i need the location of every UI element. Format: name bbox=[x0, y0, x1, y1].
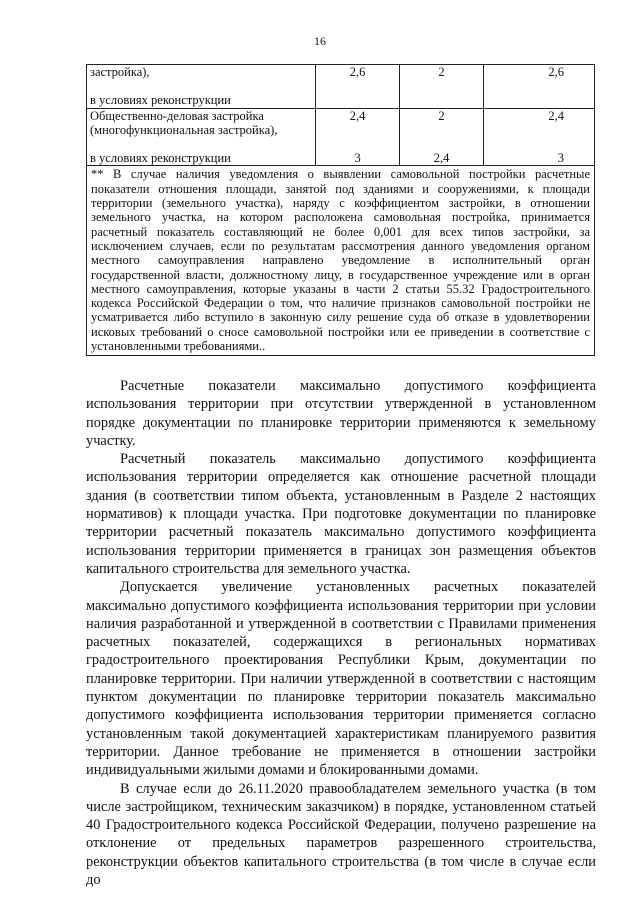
cell-spacer bbox=[487, 123, 564, 137]
table-cell-name bbox=[87, 65, 316, 109]
table-cell-value: 2,6 bbox=[484, 65, 595, 109]
table-cell-value bbox=[316, 108, 400, 166]
paragraph: В случае если до 26.11.2020 правообладателем земельного участка (в том числе застройщиком, техническим заказчиком) в порядке, установленном статьей 40 Градостроительного кодекса Российской Федерации, получено разрешение на отклонение от предельных параметров разрешенного строительства, реконструкции объектов капитального строительства (в том числе в случае если до bbox=[86, 780, 596, 889]
table-cell-value bbox=[400, 108, 484, 166]
cell-spacer bbox=[403, 123, 480, 137]
body-text bbox=[86, 377, 596, 889]
page-number: 16 bbox=[314, 34, 326, 48]
cell-top-value: 2,4 bbox=[349, 108, 366, 123]
table-cell-value: 2,6 bbox=[316, 65, 400, 109]
table-cell-value: 2 bbox=[400, 65, 484, 109]
cell-spacer bbox=[403, 137, 480, 151]
table-row bbox=[87, 108, 595, 166]
table-cell-value bbox=[484, 108, 595, 166]
table-footnote: ** В случае наличия уведомления о выявлении самовольной постройки расчетные показатели отношения площади, занятой под зданиями и сооружениями, к площади территории (земельного участка), наряду с коэффициентом застройки, в отношении земельного участка, на котором расположена самовольная постройка, принимается расчетный показатель составляющий не более 0,001 для всех типов застройки, за исключением случаев, если по результатам рассмотрения данного уведомления органом местного самоуправления направлено уведомление в исполнительный орган государственной власти, должностному лицу, в государственное учреждение или в орган местного самоуправления, которые указаны в части 2 статьи 55.32 Градостроительного кодекса Российской Федерации о том, что наличие признаков самовольной постройки не усматривается либо вступило в законную силу решение суда об отказе в удовлетворении исковых требований о сносе самовольной постройки или ее приведении в соответствие с установленными требованиями.. bbox=[87, 166, 595, 356]
table-cell-name bbox=[87, 108, 316, 166]
paragraph: Расчетные показатели максимально допустимого коэффициента использования территории при отсутствии утвержденной в установленном порядке документации по планировке территории применяются к земельному участку. bbox=[86, 378, 596, 449]
paragraph: Допускается увеличение установленных расчетных показателей максимально допустимого коэффициента использования территории при условии наличия разработанной и утвержденной в соответствии с Правилами применения расчетных показателей, содержащихся в региональных нормативах градостроительного проектирования Республики Крым, документации по планировке территории. При наличии утвержденной в соответствии с настоящим пунктом документации по планировке территории показатель максимально допустимого коэффициента использования территории применяется согласно установленным такой документацией характеристикам планируемого развития территории. Данное требование не применяется в отношении застройки индивидуальными жилыми домами и блокированными домами. bbox=[86, 579, 596, 779]
table-row bbox=[87, 65, 595, 109]
cell-line: в условиях реконструкции bbox=[90, 93, 231, 108]
cell-spacer bbox=[487, 137, 564, 151]
cell-spacer bbox=[90, 137, 312, 151]
cell-bottom-value: 3 bbox=[557, 150, 564, 165]
cell-bottom-value: 3 bbox=[354, 150, 361, 165]
cell-line: застройка), bbox=[90, 65, 150, 79]
cell-top-value: 2 bbox=[438, 108, 445, 123]
cell-line: (многофункциональная застройка), bbox=[90, 122, 278, 137]
table-row-footnote bbox=[87, 166, 595, 356]
paragraph: Расчетный показатель максимально допустимого коэффициента использования территории определяется как отношение расчетной площади здания (в соответствии типом объекта, установленным в Разделе 2 настоящих нормативов) к площади участка. При подготовке документации по планировке территории расчетный показатель максимально допустимого коэффициента использования территории применяется в границах зон размещения объектов капитального строительства для земельного участка. bbox=[86, 451, 596, 577]
cell-spacer bbox=[90, 79, 312, 93]
cell-line: Общественно-деловая застройка bbox=[90, 108, 264, 123]
norms-table bbox=[86, 64, 595, 356]
cell-spacer bbox=[319, 137, 396, 151]
cell-line: в условиях реконструкции bbox=[90, 151, 231, 166]
cell-spacer bbox=[319, 123, 396, 137]
cell-top-value: 2,4 bbox=[548, 108, 564, 123]
cell-bottom-value: 2,4 bbox=[433, 150, 450, 165]
